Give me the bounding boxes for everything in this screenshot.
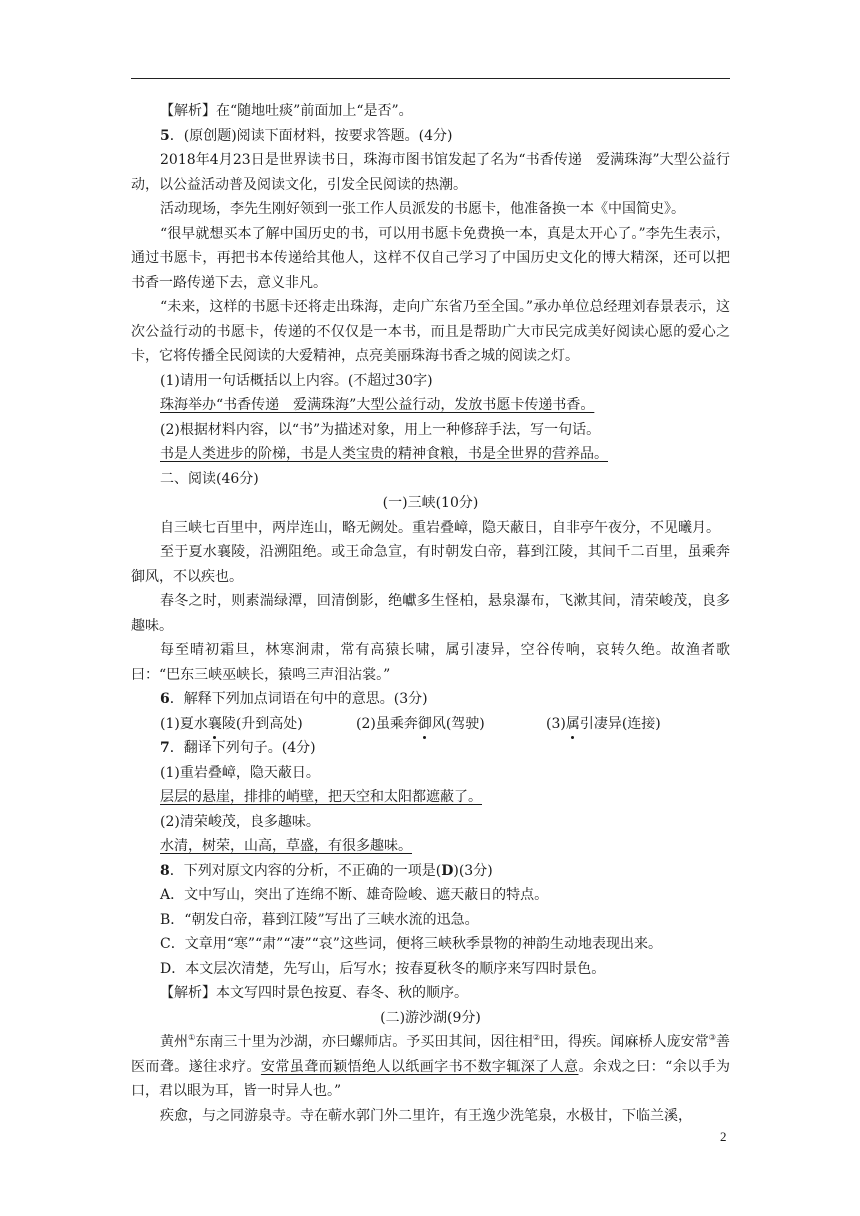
passage2-paragraph: 疾愈，与之同游泉寺。寺在蕲水郭门外二里许，有王逸少洗笔泉，水极甘，下临兰溪，: [160, 1107, 692, 1124]
footnote-marker: ①: [188, 1033, 196, 1042]
option-text: (1)夏水: [160, 715, 208, 732]
q8-heading-text: ．下列对原文内容的分析，不正确的一项是(: [169, 862, 442, 879]
q6-option-2: [356, 712, 546, 737]
q7-heading-text: ．翻译下列句子。(4分): [169, 740, 316, 756]
q5-number: 5: [160, 127, 170, 144]
part2-heading: 二、阅读(46分): [160, 470, 259, 487]
text-run: 。余戏之曰：“余以手为口，君以眼为耳，皆一时异人也。”: [131, 1058, 731, 1099]
q5-paragraph: “未来，这样的书愿卡还将走出珠海，走向广东省乃至全国。”承办单位总经理刘春景表示，这次公益行动的书愿卡，传递的不仅仅是一本书，而且是帮助广大市民完成美好阅读心愿的爱心之卡，它将传播全民阅读的大爱精神，点亮美丽珠海书香之城的阅读之灯。: [131, 299, 730, 364]
q5-paragraph: “很早就想买本了解中国历史的书，可以用书愿卡免费换一本，真是太开心了。”李先生表示，通过书愿卡，再把书本传递给其他人，这样不仅自己学习了中国历史文化的博大精深，还可以把书香一路传递下去，意义非凡。: [131, 225, 730, 291]
text-run: 田，得疾。闻麻桥人庞安常: [540, 1034, 709, 1050]
option-text: 风(驾驶): [431, 715, 485, 732]
footnote-marker: ②: [532, 1033, 541, 1042]
q6-option-3: [546, 712, 661, 737]
passage1-paragraph: 自三峡七百里中，两岸连山，略无阙处。重岩叠嶂，隐天蔽日，自非亭午夜分，不见曦月。: [160, 519, 720, 536]
answer-text: 书是人类进步的阶梯，书是人类宝贵的精神食粮，书是全世界的营养品。: [160, 446, 608, 462]
q8-answer: D: [441, 862, 454, 879]
passage1-paragraph: 至于夏水襄陵，沿溯阻绝。或王命急宣，有时朝发白帝，暮到江陵，其间千二百里，虽乘奔御风，不以疾也。: [131, 544, 730, 585]
q8-number: 8: [160, 862, 170, 879]
text-run: 善医而聋。遂往求疗。: [131, 1034, 731, 1075]
option-text: 引凄异(连接): [579, 715, 661, 732]
option-text: (2)虽乘奔: [356, 715, 418, 732]
q6-number: 6: [160, 691, 170, 707]
passage1-paragraph: 每至晴初霜旦，林寒涧肃，常有高猿长啸，属引凄异，空谷传响，哀转久绝。故渔者歌曰：“巴东三峡巫峡长，猿鸣三声泪沾裳。”: [131, 642, 730, 683]
q7-sentence-2: (2)清荣峻茂，良多趣味。: [160, 813, 320, 830]
answer-text: 珠海举办“书香传递 爱满珠海”大型公益行动，发放书愿卡传递书香。: [160, 397, 595, 413]
page-number: 2: [720, 1129, 727, 1144]
q5-heading: [131, 124, 730, 149]
dotted-word: 襄: [208, 712, 222, 737]
q7-answer-1: [131, 785, 730, 810]
passage1-paragraph: 春冬之时，则素湍绿潭，回清倒影，绝巘多生怪柏，悬泉瀑布，飞漱其间，清荣峻茂，良多趣味。: [131, 593, 730, 634]
q7-heading: [131, 736, 730, 761]
text-run: 东南三十里为沙湖，亦曰螺师店。予买田其间，因往相: [195, 1034, 533, 1050]
q8-choice-c: C．文章用“寒”“肃”“凄”“哀”这些词，便将三峡秋季景物的神韵生动地表现出来。: [160, 936, 662, 952]
q5-sub2-question: (2)根据材料内容，以“书”为描述对象，用上一种修辞手法，写一句话。: [160, 421, 601, 438]
q5-paragraph: 2018年4月23日是世界读书日，珠海市图书馆发起了名为“书香传递 爱满珠海”大型公益行动，以公益活动普及阅读文化，引发全民阅读的热潮。: [131, 152, 730, 193]
q8-choice-b: B．“朝发白帝，暮到江陵”写出了三峡水流的迅急。: [160, 911, 479, 928]
prev-analysis: 【解析】在“随地吐痰”前面加上“是否”。: [160, 103, 413, 119]
underlined-sentence: 安常虽聋而颖悟绝人以纸画字书不数字辄深了人意: [260, 1058, 579, 1075]
q8-heading-tail: )(3分): [453, 862, 493, 879]
q5-paragraph: 活动现场，李先生刚好领到一张工作人员派发的书愿卡，他准备换一本《中国简史》。: [160, 201, 685, 217]
passage2-title: (二)游沙湖(9分): [380, 1009, 481, 1026]
option-text: (3): [546, 715, 566, 732]
answer-text: 水清，树荣，山高，草盛，有很多趣味。: [160, 838, 412, 854]
option-text: 陵(升到高处): [221, 715, 303, 732]
passage2-paragraph: [131, 1030, 730, 1104]
q8-analysis: 【解析】本文写四时景色按夏、春冬、秋的顺序。: [160, 985, 468, 1001]
q7-answer-2: [131, 834, 730, 859]
q5-sub1-answer: [131, 393, 730, 418]
text-run: 黄州: [160, 1034, 189, 1050]
q8-choice-a: A．文中写山，突出了连绵不断、雄奇险峻、遮天蔽日的特点。: [160, 887, 549, 903]
dotted-word: 御: [418, 712, 432, 737]
passage1-title: (一)三峡(10分): [382, 495, 479, 511]
q6-heading-text: ．解释下列加点词语在句中的意思。(3分): [169, 691, 428, 707]
q5-heading-text: ．(原创题)阅读下面材料，按要求答题。(4分): [169, 127, 453, 144]
q5-sub1-question: (1)请用一句话概括以上内容。(不超过30字): [160, 372, 433, 389]
page-content: [131, 99, 730, 1128]
q6-option-1: [160, 712, 356, 737]
q7-sentence-1: (1)重岩叠嶂，隐天蔽日。: [160, 764, 320, 781]
q8-choice-d: D．本文层次清楚，先写山，后写水；按春夏秋冬的顺序来写四时景色。: [160, 960, 606, 977]
q8-heading: [131, 859, 730, 884]
dotted-word: 属: [566, 712, 580, 737]
q7-number: 7: [160, 740, 170, 756]
answer-text: 层层的悬崖，排排的峭壁，把天空和太阳都遮蔽了。: [160, 789, 482, 805]
q6-options: [131, 712, 730, 737]
q6-heading: [131, 687, 730, 712]
header-rule: [131, 78, 730, 79]
footnote-marker: ③: [708, 1033, 717, 1042]
q5-sub2-answer: [131, 442, 730, 467]
